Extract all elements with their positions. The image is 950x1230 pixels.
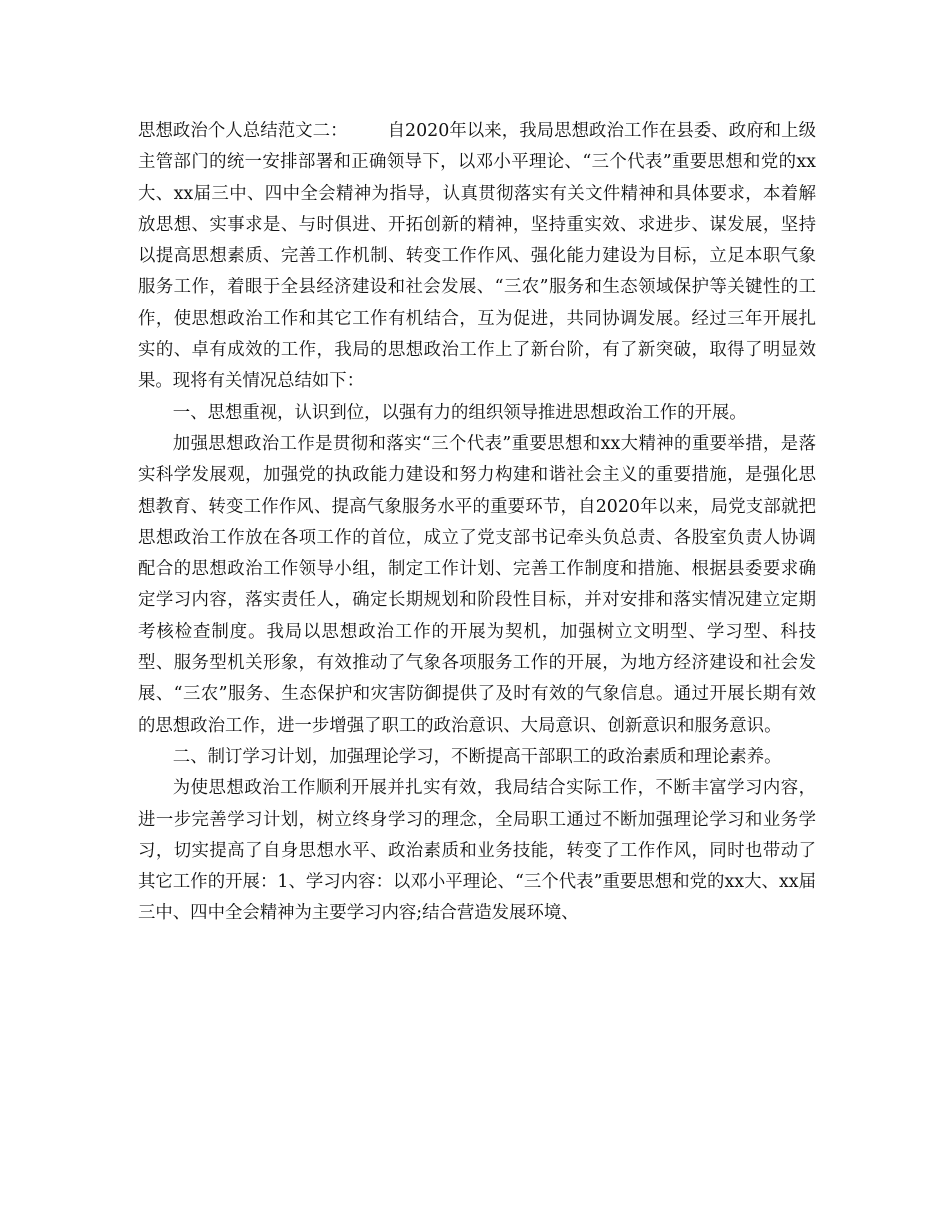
paragraph-section-2: 为使思想政治工作顺利开展并扎实有效，我局结合实际工作，不断丰富学习内容，进一步完善学习计划，树立终身学习的理念，全局职工通过不断加强理论学习和业务学习，切实提高了自身思想水平、政治素质和业务技能，转变了工作作风，同时也带动了其它工作的开展：1、学习内容：以邓小平理论、“三个代表”重要思想和党的xx大、xx届三中、四中全会精神为主要学习内容;结合营造发展环境、 [138,778,816,924]
document-body [138,116,816,930]
intro-paragraph [138,116,816,398]
paragraph-section-1: 加强思想政治工作是贯彻和落实“三个代表”重要思想和xx大精神的重要举措，是落实科学发展观，加强党的执政能力建设和努力构建和谐社会主义的重要措施，是强化思想教育、转变工作作风、提高气象服务水平的重要环节，自2020年以来，局党支部就把思想政治工作放在各项工作的首位，成立了党支部书记牵头负总责、各股室负责人协调配合的思想政治工作领导小组，制定工作计划、完善工作制度和措施、根据县委要求确定学习内容，落实责任人，确定长期规划和阶段性目标，并对安排和落实情况建立定期考核检查制度。我局以思想政治工作的开展为契机，加强树立文明型、学习型、科技型、服务型机关形象，有效推动了气象各项服务工作的开展，为地方经济建设和社会发展、“三农”服务、生态保护和灾害防御提供了及时有效的气象信息。通过开展长期有效的思想政治工作，进一步增强了职工的政治意识、大局意识、创新意识和服务意识。 [138,433,816,736]
document-title: 思想政治个人总结范文二： [138,121,348,141]
section-heading-2: 二、制订学习计划，加强理论学习，不断提高干部职工的政治素质和理论素养。 [172,746,782,767]
paragraph-1-text: 自2020年以来，我局思想政治工作在县委、政府和上级主管部门的统一安排部署和正确领导下，以邓小平理论、“三个代表”重要思想和党的xx大、xx届三中、四中全会精神为指导，认真贯彻落实有关文件精神和具体要求，本着解放思想、实事求是、与时俱进、开拓创新的精神，坚持重实效、求进步、谋发展，坚持以提高思想素质、完善工作机制、转变工作作风、强化能力建设为目标，立足本职气象服务工作，着眼于全县经济建设和社会发展、“三农”服务和生态领域保护等关键性的工作，使思想政治工作和其它工作有机结合，互为促进，共同协调发展。经过三年开展扎实的、卓有成效的工作，我局的思想政治工作上了新台阶，有了新突破，取得了明显效果。现将有关情况总结如下： [138,121,816,392]
section-heading-1: 一、思想重视，认识到位，以强有力的组织领导推进思想政治工作的开展。 [172,402,747,423]
